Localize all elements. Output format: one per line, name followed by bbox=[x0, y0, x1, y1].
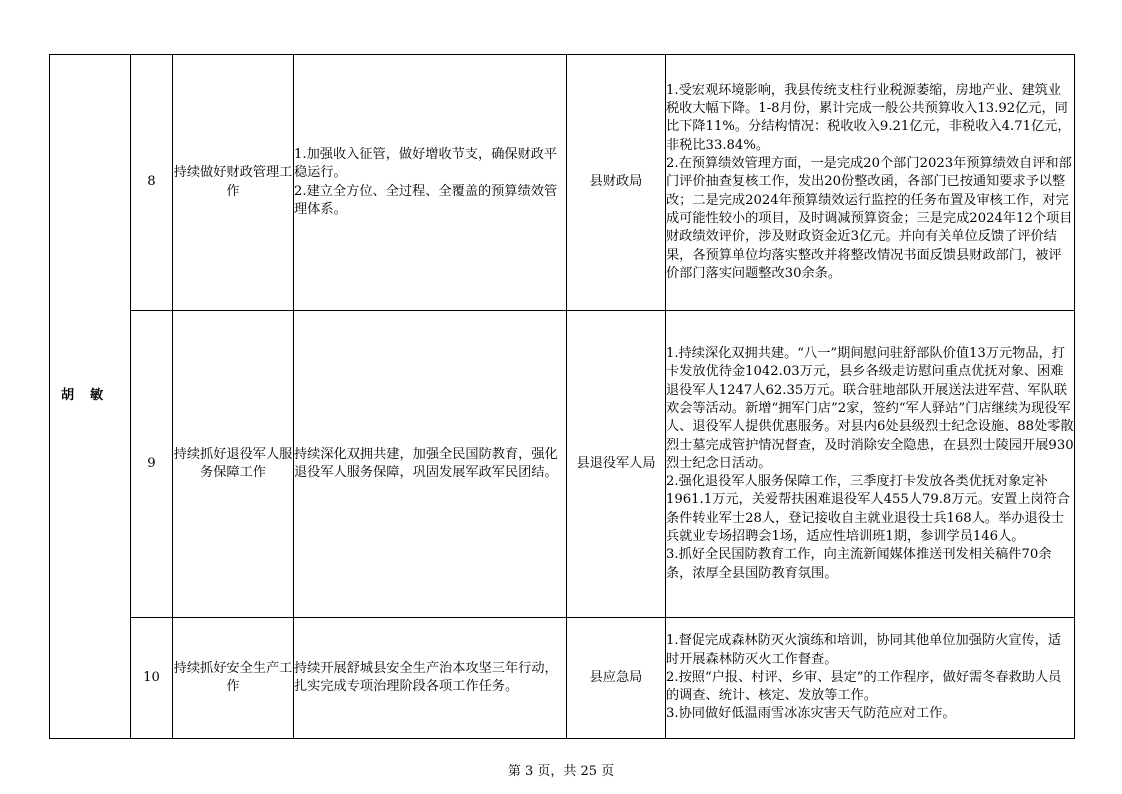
progress-item: 1.受宏观环境影响，我县传统支柱行业税源萎缩，房地产业、建筑业税收大幅下降。1-8月份，累计完成一般公共预算收入13.92亿元，同比下降11%。分结构情况：税收收入9.21亿元，非税收入4.71亿元，非税比33.84%。 bbox=[666, 82, 1071, 153]
row-number: 10 bbox=[131, 618, 173, 739]
measure-item: 1.加强收入征管，做好增收节支，确保财政平稳运行。 bbox=[294, 146, 558, 181]
task-name: 持续做好财政管理工作 bbox=[173, 55, 294, 311]
progress-item: 2.在预算绩效管理方面，一是完成20个部门2023年预算绩效自评和部门评价抽查复核工作，发出20份整改函，各部门已按通知要求予以整改；二是完成2024年预算绩效运行监控的任务布置及审核工作，对完成可能性较小的项目，及时调减预算资金；三是完成2024年12个项目财政绩效评价，涉及财政资金近3亿元。并向有关单位反馈了评价结果，各预算单位均落实整改并将整改情况书面反馈县财政部门，被评价部门落实问题整改30余条。 bbox=[666, 156, 1073, 281]
responsible-unit: 县退役军人局 bbox=[567, 311, 666, 618]
progress-item: 1.持续深化双拥共建。“八一”期间慰问驻舒部队价值13万元物品，打卡发放优待金1042.03万元，县乡各级走访慰问重点优抚对象、困难退役军人1247人62.35万元。联合驻地部队开展送法进军营、军队联欢会等活动。新增“拥军门店”2家，签约“军人驿站”门店继续为现役军人、退役军人提供优惠服务。对县内6处县级烈士纪念设施、88处零散烈士墓完成管护情况督查，及时消除安全隐患，在县烈士陵园开展930烈士纪念日活动。 bbox=[666, 346, 1074, 471]
progress-cell bbox=[666, 618, 1075, 739]
work-table bbox=[49, 54, 1075, 739]
progress-cell bbox=[666, 311, 1075, 618]
row-number: 9 bbox=[131, 311, 173, 618]
progress-item: 3.协同做好低温雨雪冰冻灾害天气防范应对工作。 bbox=[666, 706, 956, 722]
progress-item: 3.抓好全民国防教育工作，向主流新闻媒体推送刊发相关稿件70余条，浓厚全县国防教育氛围。 bbox=[666, 547, 1052, 581]
task-name: 持续抓好安全生产工作 bbox=[173, 618, 294, 739]
progress-cell bbox=[666, 55, 1075, 311]
progress-item: 2.按照“户报、村评、乡审、县定”的工作程序，做好需冬春救助人员的调查、统计、核定、发放等工作。 bbox=[666, 669, 1062, 704]
table-row-8 bbox=[50, 55, 1075, 311]
measure-item: 持续开展舒城县安全生产治本攻坚三年行动，扎实完成专项治理阶段各项工作任务。 bbox=[294, 660, 558, 694]
measure-item: 2.建立全方位、全过程、全覆盖的预算绩效管理体系。 bbox=[294, 183, 558, 217]
responsible-unit: 县应急局 bbox=[567, 618, 666, 739]
measures-cell bbox=[294, 55, 567, 311]
task-name: 持续抓好退役军人服务保障工作 bbox=[173, 311, 294, 618]
page-footer: 第 3 页，共 25 页 bbox=[507, 764, 615, 779]
table-row-9 bbox=[50, 311, 1075, 618]
measures-cell bbox=[294, 311, 567, 618]
measure-item: 持续深化双拥共建，加强全民国防教育，强化退役军人服务保障，巩固发展军政军民团结。 bbox=[294, 446, 558, 480]
responsible-unit: 县财政局 bbox=[567, 55, 666, 311]
progress-item: 2.强化退役军人服务保障工作，三季度打卡发放各类优抚对象定补1961.1万元，关爱帮扶困难退役军人455人79.8万元。安置上岗符合条件转业军士28人，登记接收自主就业退役士兵168人。举办退役士兵就业专场招聘会1场，适应性培训班1期，参训学员146人。 bbox=[666, 474, 1070, 545]
person-name: 胡敏 bbox=[50, 55, 131, 739]
table-row-10 bbox=[50, 618, 1075, 739]
row-number: 8 bbox=[131, 55, 173, 311]
measures-cell bbox=[294, 618, 567, 739]
progress-item: 1.督促完成森林防灭火演练和培训，协同其他单位加强防火宣传，适时开展森林防灭火工作督查。 bbox=[666, 633, 1062, 667]
